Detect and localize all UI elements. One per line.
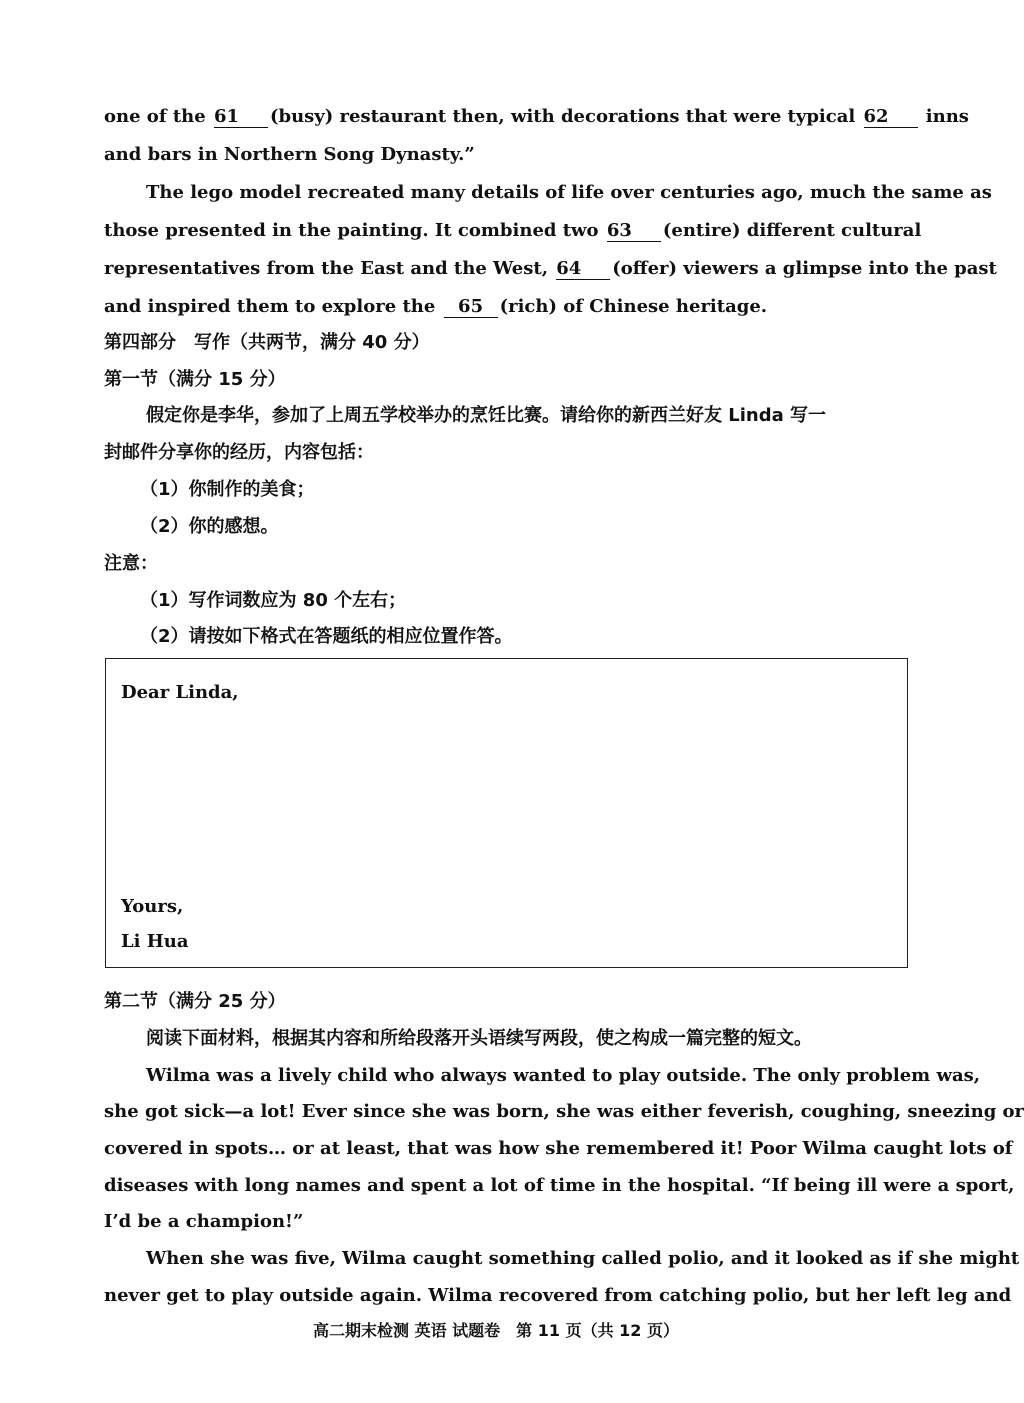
blank-61: 61 [214,107,268,128]
story-line-6: When she was five, Wilma caught something called polio, and it looked as if she might [146,1248,1020,1269]
passage-text: and inspired them to explore the [104,296,436,317]
section2-instruction: 阅读下面材料，根据其内容和所给段落开头语续写两段，使之构成一篇完整的短文。 [146,1028,812,1049]
note-item-2: （2）请按如下格式在答题纸的相应位置作答。 [140,626,513,647]
blank-65: 65 [444,297,498,318]
passage-line-4 [104,219,922,243]
prompt-line-2: 封邮件分享你的经历，内容包括： [104,442,374,463]
story-line-3: covered in spots… or at least, that was how she remembered it! Poor Wilma caught lots of [104,1138,1013,1159]
passage-text: those presented in the painting. It combined two [104,220,599,241]
page-footer: 高二期末检测 英语 试题卷 第 11 页（共 12 页） [313,1321,679,1340]
prompt-item-1: （1）你制作的美食； [140,479,315,500]
section2-heading: 第二节（满分 25 分） [104,991,286,1012]
passage-text: inns [925,106,969,127]
passage-line-6 [104,295,910,319]
passage-text: representatives from the East and the West, [104,258,548,279]
story-line-1: Wilma was a lively child who always wanted to play outside. The only problem was, [146,1065,981,1086]
blank-64: 64 [556,259,610,280]
blank-62: 62 [864,107,918,128]
story-line-7: never get to play outside again. Wilma recovered from catching polio, but her left leg and [104,1285,1012,1306]
letter-format-box [105,658,908,968]
prompt-line-1: 假定你是李华，参加了上周五学校举办的烹饪比赛。请给你的新西兰好友 Linda 写一 [146,405,827,426]
note-item-1: （1）写作词数应为 80 个左右； [140,590,407,611]
passage-text: (rich) of Chinese heritage. [499,296,768,317]
prompt-item-2: （2）你的感想。 [140,516,279,537]
story-line-2: she got sick—a lot! Ever since she was born, she was either feverish, coughing, sneezing or [104,1101,1024,1122]
story-line-5: I’d be a champion!” [104,1211,304,1232]
letter-closing: Yours, [121,896,184,917]
blank-63: 63 [607,221,661,242]
letter-signature: Li Hua [121,931,189,952]
letter-salutation: Dear Linda, [121,682,239,703]
section1-heading: 第一节（满分 15 分） [104,369,286,390]
passage-text: (busy) restaurant then, with decorations that were typical [269,106,856,127]
passage-text: (entire) different cultural [662,220,922,241]
passage-line-5 [104,257,997,281]
part4-heading: 第四部分 写作（共两节，满分 40 分） [104,332,430,353]
passage-line-1 [104,105,969,129]
passage-line-2: and bars in Northern Song Dynasty.” [104,144,475,165]
passage-text: one of the [104,106,206,127]
story-line-4: diseases with long names and spent a lot of time in the hospital. “If being ill were a sport, [104,1175,1015,1196]
passage-text: (offer) viewers a glimpse into the past [612,258,997,279]
passage-line-3: The lego model recreated many details of life over centuries ago, much the same as [146,182,992,203]
note-label: 注意： [104,553,158,574]
